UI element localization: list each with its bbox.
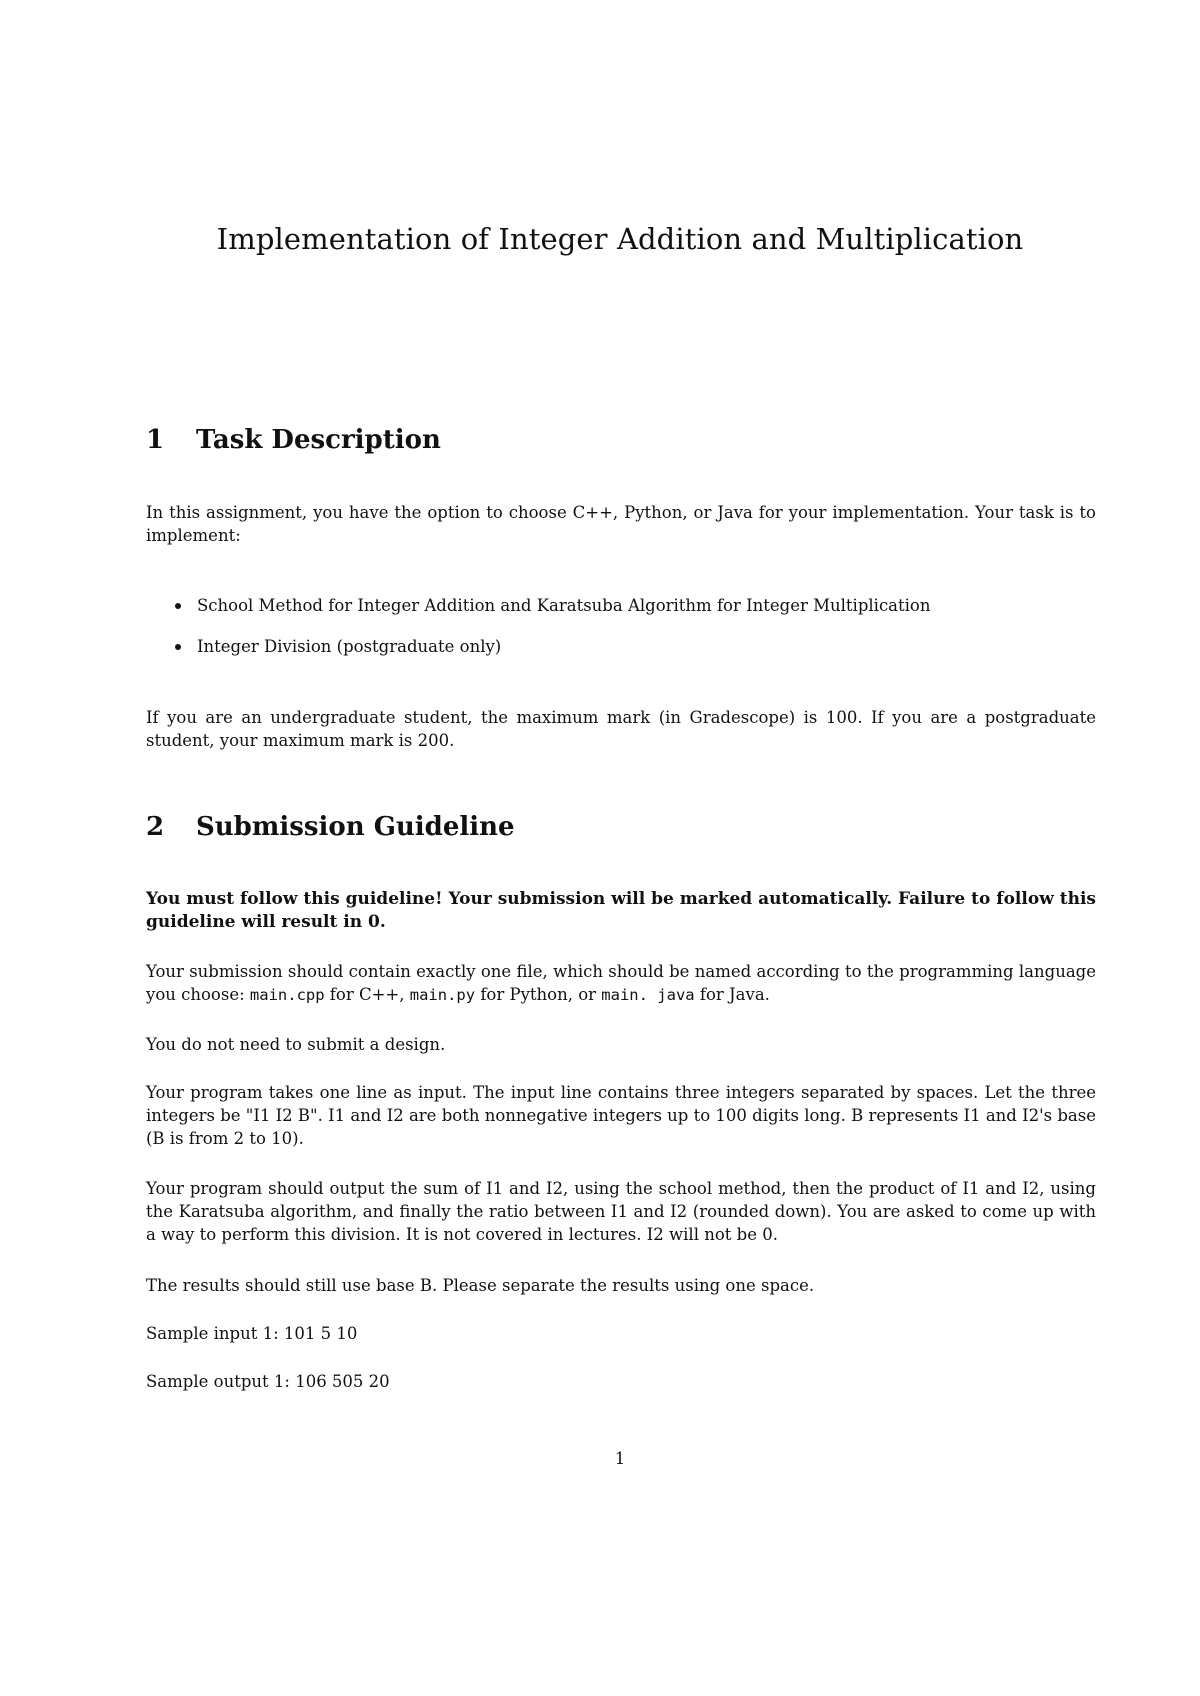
input-description: Your program takes one line as input. The input line contains three integers separated by spaces. Let the three integers be "I1 I2 B". I1 and I2 are both nonnegative integers up to 100 digits long. B represents I1 and I2's base (B is from 2 to 10). — [146, 1083, 1096, 1148]
design-note: You do not need to submit a design. — [146, 1035, 446, 1054]
bullet-icon — [175, 644, 181, 650]
marks-paragraph: If you are an undergraduate student, the maximum mark (in Gradescope) is 100. If you are a postgraduate student, your maximum mark is 200. — [146, 708, 1096, 750]
guideline-warning: You must follow this guideline! Your submission will be marked automatically. Failure to follow this guideline will result in 0. — [146, 889, 1096, 932]
list-item-text: Integer Division (postgraduate only) — [197, 637, 502, 656]
document-title: Implementation of Integer Addition and Multiplication — [216, 222, 1024, 256]
section-title: Submission Guideline — [196, 812, 515, 842]
page-number: 1 — [614, 1449, 626, 1468]
filename-py: main.py — [409, 986, 476, 1004]
bullet-icon — [175, 603, 181, 609]
file-naming-text: for Python, or — [475, 985, 602, 1004]
filename-java: main. java — [601, 986, 695, 1004]
list-item — [175, 594, 1075, 617]
file-naming-text: for C++, — [324, 985, 410, 1004]
sample-input: Sample input 1: 101 5 10 — [146, 1324, 358, 1343]
file-naming-paragraph — [146, 960, 1096, 1007]
output-description: Your program should output the sum of I1 and I2, using the school method, then the product of I1 and I2, using the Karatsuba algorithm, and finally the ratio between I1 and I2 (rounded down). You are asked to come up with a way to perform this division. It is not covered in lectures. I2 will not be 0. — [146, 1179, 1096, 1244]
file-naming-text: Your submission should contain exactly one file, which should be named according to the programming language you choose: — [146, 962, 1096, 1004]
list-item — [175, 635, 1075, 658]
section-number: 2 — [146, 812, 165, 842]
filename-cpp: main.cpp — [249, 986, 325, 1004]
file-naming-text: for Java. — [694, 985, 770, 1004]
section-heading-submission-guideline — [146, 812, 515, 843]
list-item-text: School Method for Integer Addition and Karatsuba Algorithm for Integer Multiplication — [197, 596, 931, 615]
base-note: The results should still use base B. Please separate the results using one space. — [146, 1276, 815, 1295]
section-heading-task-description — [146, 425, 441, 456]
sample-output: Sample output 1: 106 505 20 — [146, 1372, 390, 1391]
section-title: Task Description — [196, 425, 441, 455]
task-intro-paragraph: In this assignment, you have the option to choose C++, Python, or Java for your implementation. Your task is to implement: — [146, 503, 1096, 545]
section-number: 1 — [146, 425, 165, 455]
task-bullet-list — [175, 594, 1075, 658]
